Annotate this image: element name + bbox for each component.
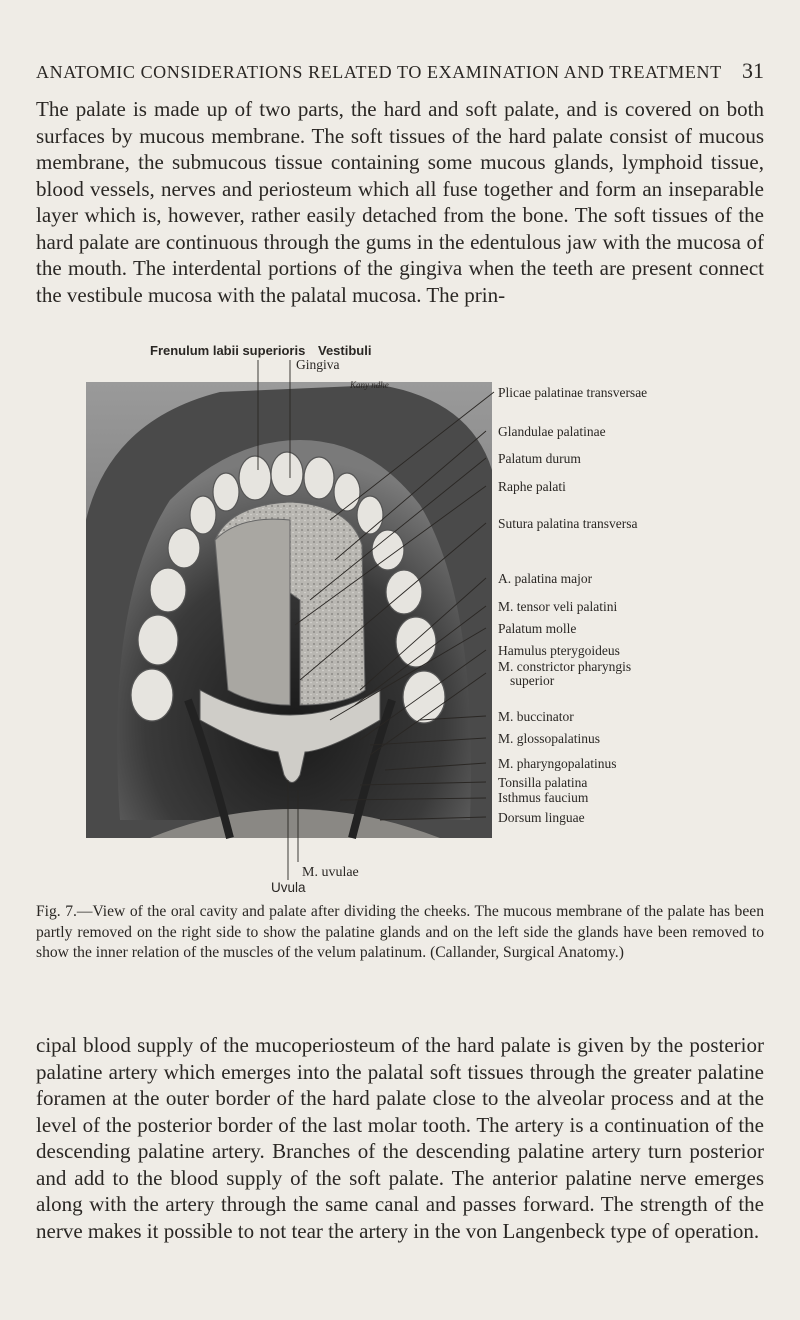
label-sutura: Sutura palatina transversa (498, 516, 638, 531)
label-frenulum: Frenulum labii superioris (150, 343, 306, 358)
label-tensor: M. tensor veli palatini (498, 599, 618, 614)
figure-caption: Fig. 7.—View of the oral cavity and palate after dividing the cheeks. The mucous membrane of the palate has been partly removed on the right side to show the palatine glands and on the left side the glands have been removed to show the inner relation of the muscles of the velum palatinum. (Callander, Surgical Anatomy.) (36, 903, 764, 961)
label-palatum-molle: Palatum molle (498, 621, 577, 636)
label-plicae: Plicae palatinae transversae (498, 385, 648, 400)
label-raphe: Raphe palati (498, 479, 566, 494)
label-pharyngopalatinus: M. pharyngopalatinus (498, 756, 617, 771)
label-buccinator: M. buccinator (498, 709, 574, 724)
label-palatum-durum: Palatum durum (498, 451, 581, 466)
label-hamulus: Hamulus pterygoideus (498, 643, 620, 658)
label-dorsum: Dorsum linguae (498, 810, 585, 825)
label-vestibuli: Vestibuli (318, 343, 372, 358)
label-uvula: Uvula (271, 880, 306, 895)
body-paragraph-2: cipal blood supply of the mucoperiosteum of the hard palate is given by the posterior palatine artery which emerges into the palatal soft tissues through the greater palatine foramen at the outer border of the hard palate close to the alveolar process and at the level of the posterior border of the last molar tooth. The artery is a continuation of the descending palatine artery. Branches of the descending palatine artery turn posterior and add to the blood supply of the soft palate. The anterior palatine nerve emerges along with the artery through the same canal and passes forward. The strength of the nerve makes it possible to not tear the artery in the von Langenbeck type of operation. (36, 1033, 764, 1243)
running-title: ANATOMIC CONSIDERATIONS RELATED TO EXAMINATION AND TREATMENT (36, 62, 722, 82)
label-superior: superior (510, 673, 555, 688)
label-gingiva: Gingiva (296, 357, 340, 372)
handwritten-note: Kany ndhe (350, 380, 389, 390)
label-glandulae: Glandulae palatinae (498, 424, 606, 439)
label-isthmus: Isthmus faucium (498, 790, 589, 805)
label-glossopalatinus: M. glossopalatinus (498, 731, 601, 746)
label-a-palatina: A. palatina major (498, 571, 593, 586)
page-number: 31 (742, 58, 764, 83)
label-constrictor: M. constrictor pharyngis (498, 659, 632, 674)
body-paragraph-1: The palate is made up of two parts, the hard and soft palate, and is covered on both surfaces by mucous membrane. The soft tissues of the hard palate consist of mucous membrane, the submucous tissue containing some mucous glands, lymphoid tissue, blood vessels, nerves and periosteum which all fuse together and form an inseparable layer which is, however, rather easily detached from the bone. The soft tissues of the hard palate are continuous through the gums in the edentulous jaw with the mucosa of the mouth. The interdental portions of the gingiva when the teeth are present connect the vestibule mucosa with the palatal mucosa. The prin- (36, 97, 764, 307)
label-tonsilla: Tonsilla palatina (498, 775, 588, 790)
illustration-image (86, 382, 492, 838)
label-m-uvulae: M. uvulae (302, 865, 359, 880)
